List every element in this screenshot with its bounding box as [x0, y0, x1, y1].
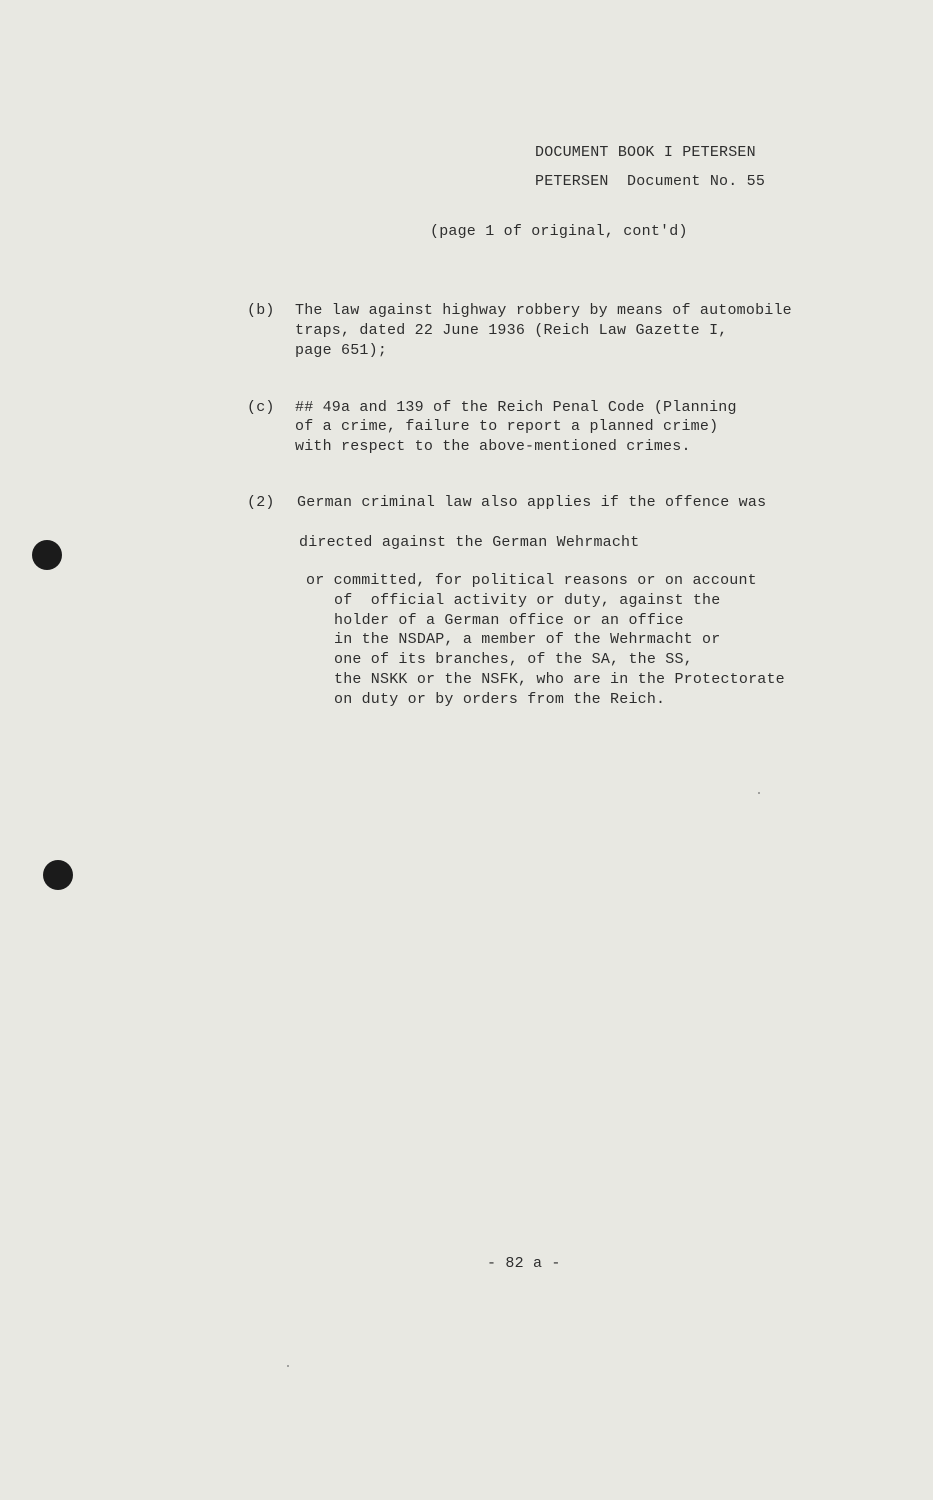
item-b-label: (b)	[247, 302, 275, 319]
item-2-or-line: the NSKK or the NSFK, who are in the Protectorate	[334, 671, 785, 688]
item-b-line: traps, dated 22 June 1936 (Reich Law Gazette I,	[295, 322, 728, 339]
document-number-header: PETERSEN Document No. 55	[535, 173, 766, 190]
item-2-label: (2)	[247, 494, 275, 511]
item-2-or-line: holder of a German office or an office	[334, 612, 684, 629]
item-b-line: The law against highway robbery by means of automobile	[295, 302, 792, 319]
item-c-line: ## 49a and 139 of the Reich Penal Code (Planning	[295, 399, 737, 416]
item-2-line: German criminal law also applies if the offence was	[297, 494, 767, 511]
item-2-or-line: of official activity or duty, against the	[334, 592, 721, 609]
paper-speck	[758, 792, 760, 794]
item-2-or-line: on duty or by orders from the Reich.	[334, 691, 666, 708]
item-c-line: with respect to the above-mentioned crimes.	[295, 438, 691, 455]
document-book-header: DOCUMENT BOOK I PETERSEN	[535, 144, 756, 161]
item-2-or-line: or committed, for political reasons or on account	[306, 572, 757, 589]
item-c-label: (c)	[247, 399, 275, 416]
item-2-or-line: in the NSDAP, a member of the Wehrmacht or	[334, 631, 721, 648]
punch-hole	[32, 540, 62, 570]
page-reference: (page 1 of original, cont'd)	[430, 223, 688, 240]
punch-hole	[43, 860, 73, 890]
item-2-or-line: one of its branches, of the SA, the SS,	[334, 651, 693, 668]
page-number: - 82 a -	[487, 1255, 561, 1272]
item-2-line: directed against the German Wehrmacht	[299, 534, 640, 551]
paper-speck	[287, 1365, 289, 1367]
item-b-line: page 651);	[295, 342, 388, 359]
item-c-line: of a crime, failure to report a planned crime)	[295, 418, 719, 435]
